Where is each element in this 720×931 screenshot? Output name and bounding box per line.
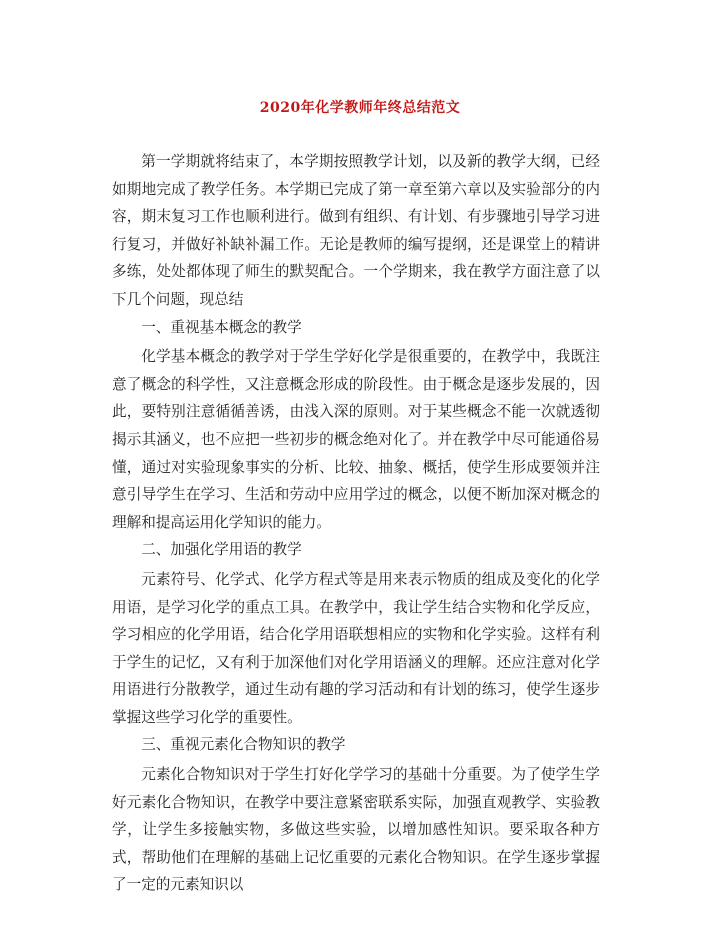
- section-heading-1: 一、重视基本概念的教学: [141, 318, 302, 336]
- section-body-1: 化学基本概念的教学对于学生学好化学是很重要的，在教学中，我既注意了概念的科学性，又注意概念形成的阶段性。由于概念是逐步发展的，因此，要特别注意循循善诱，由浅入深的原则。对于某些概念不能一次就透彻揭示其涵义，也不应把一些初步的概念绝对化了。并在教学中尽可能通俗易懂，通过对实验现象事实的分析、比较、抽象、概括，使学生形成要领并注意引导学生在学习、生活和劳动中应用学过的概念，以便不断加深对概念的理解和提高运用化学知识的能力。: [112, 348, 600, 531]
- section-body-3: 元素化合物知识对于学生打好化学学习的基础十分重要。为了使学生学好元素化合物知识，在教学中要注意紧密联系实际，加强直观教学、实验教学，让学生多接触实物，多做这些实验，以增加感性知识。要采取各种方式，帮助他们在理解的基础上记忆重要的元素化合物知识。在学生逐步掌握了一定的元素知识以: [112, 766, 600, 894]
- document-body: [112, 148, 600, 899]
- section-heading-3: 三、重视元素化合物知识的教学: [141, 736, 346, 754]
- document-title: 2020年化学教师年终总结范文: [259, 100, 461, 116]
- section-heading-2: 二、加强化学用语的教学: [141, 541, 302, 559]
- section-body-2: 元素符号、化学式、化学方程式等是用来表示物质的组成及变化的化学用语，是学习化学的重点工具。在教学中，我让学生结合实物和化学反应，学习相应的化学用语，结合化学用语联想相应的实物和化学实验。这样有利于学生的记忆，又有利于加深他们对化学用语涵义的理解。还应注意对化学用语进行分散教学，通过生动有趣的学习活动和有计划的练习，使学生逐步掌握这些学习化学的重要性。: [112, 570, 600, 726]
- intro-paragraph: 第一学期就将结束了，本学期按照教学计划，以及新的教学大纲，已经如期地完成了教学任务。本学期已完成了第一章至第六章以及实验部分的内容，期末复习工作也顺利进行。做到有组织、有计划、有步骤地引导学习进行复习，并做好补缺补漏工作。无论是教师的编写提纲，还是课堂上的精讲多练，处处都体现了师生的默契配合。一个学期来，我在教学方面注意了以下几个问题，现总结: [112, 153, 600, 308]
